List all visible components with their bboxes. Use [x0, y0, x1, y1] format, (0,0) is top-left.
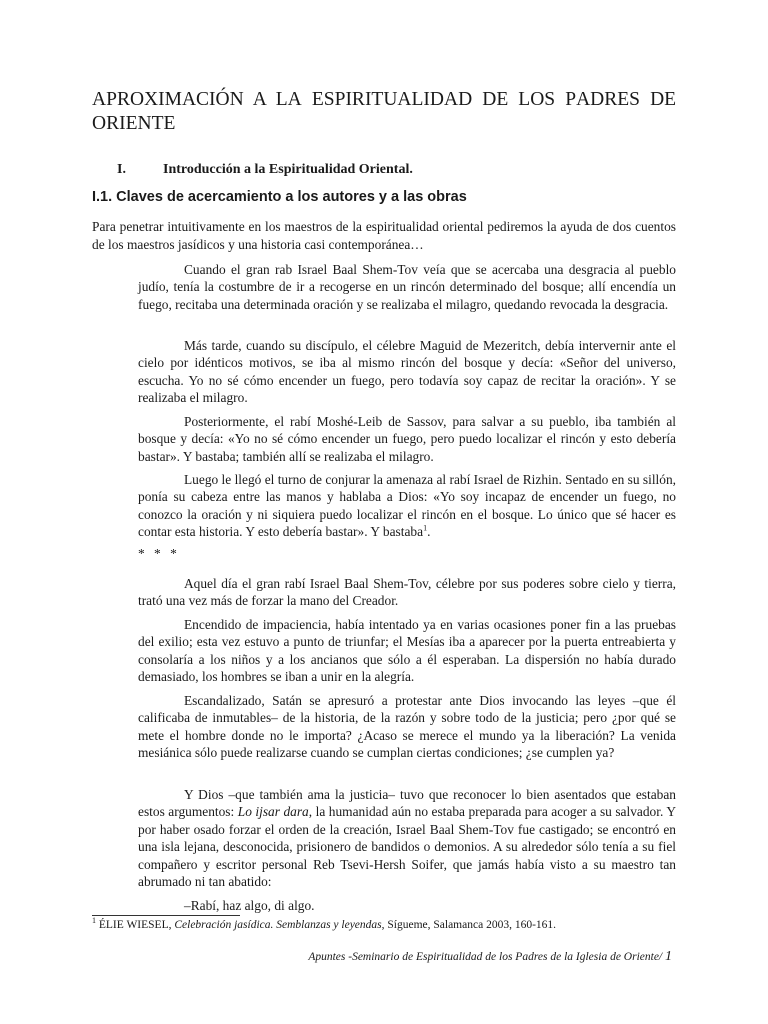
quote-paragraph-9: –Rabí, haz algo, di algo.	[184, 898, 315, 913]
page-footer: Apuntes -Seminario de Espiritualidad de los Padres de la Iglesia de Oriente/ 1	[308, 949, 672, 964]
quote-paragraph-8: Y Dios –que también ama la justicia– tuvo que reconocer lo bien asentados que estaban estos argumentos: Lo ijsar dara, la humanidad aún no estaba preparada para acoger a su salvador. Y por haber osado forzar el orden de la creación, Israel Baal Shem-Tov fue castigado; se encontró en una isla lejana, desconocida, prisionero de bandidos o demonios. A su alrededor sólo tenía a su fiel compañero y escritor personal Reb Tsevi-Hersh Soifer, que jamás había visto a su maestro tan abrumado ni tan abatido:	[138, 787, 676, 890]
footnote: $^1$ ÉLIE WIESEL, Celebración jasídica. Semblanzas y leyendas, Sígueme, Salamanca 2003, 160-161.	[92, 916, 557, 931]
page-title: APROXIMACIÓN A LA ESPIRITUALIDAD DE LOS PADRES DE	[92, 89, 677, 110]
section-number: I.	[117, 162, 126, 177]
section-separator: * * *	[138, 546, 180, 561]
section-title: Introducción a la Espiritualidad Oriental.	[163, 162, 413, 177]
page-number: 1	[665, 949, 672, 964]
footnote-reference[interactable]: 1	[423, 523, 428, 533]
page-title-line2: ORIENTE	[92, 113, 176, 134]
quote-paragraph-3: Posteriormente, el rabí Moshé-Leib de Sassov, para salvar a su pueblo, iba también al bosque y decía: «Yo no sé cómo encender un fuego, pero puedo localizar el rincón y esto debería bastar». Y bastaba; también allí se realizaba el milagro.	[138, 414, 676, 464]
quote-paragraph-7: Escandalizado, Satán se apresuró a protestar ante Dios invocando las leyes –que él calificaba de inmutables– de la historia, de la razón y sobre todo de la justicia; pero ¿por qué se mete el hombre donde no le importa? ¿Acaso se merece el mundo ya la liberación? La venida mesiánica sólo puede realizarse cuando se cumplan ciertas condiciones; ¿se cumplen ya?	[138, 693, 676, 761]
section-heading	[117, 162, 413, 178]
quote-paragraph-2: Más tarde, cuando su discípulo, el célebre Maguid de Mezeritch, debía intervernir ante el cielo por idénticos motivos, se iba al mismo rincón del bosque y decía: «Señor del universo, escucha. Yo no sé cómo encender un fuego, pero todavía soy capaz de recitar la oración». Y se realizaba el milagro.	[138, 338, 676, 406]
quote-paragraph-6: Encendido de impaciencia, había intentado ya en varias ocasiones poner fin a las pruebas del exilio; esta vez estuvo a punto de triunfar; el Mesías iba a aparecer por la puerta entreabierta y consolaría a los niños y a los ancianos que sólo a él esperaban. La dispersión no había durado demasiado, los hombres se iban a unir en la alegría.	[138, 617, 676, 685]
footnote-divider	[92, 915, 240, 916]
quote-paragraph-4: Luego le llegó el turno de conjurar la amenaza al rabí Israel de Rizhin. Sentado en su sillón, ponía su cabeza entre las manos y hablaba a Dios: «Yo soy incapaz de encender un fuego, no conozco la oración y ni siquiera puedo localizar el rincón en el bosque. Lo único que sé hacer es contar esta historia. Y esto debería bastar». Y bastaba$^1$.	[138, 472, 676, 540]
quote-paragraph-1: Cuando el gran rab Israel Baal Shem-Tov veía que se acercaba una desgracia al pueblo judío, tenía la costumbre de ir a recogerse en un rincón determinado del bosque; allí encendía un fuego, recitaba una determinada oración y se realizaba el milagro, quedando revocada la desgracia.	[138, 262, 676, 312]
intro-paragraph: Para penetrar intuitivamente en los maestros de la espiritualidad oriental pediremos la ayuda de dos cuentos de los maestros jasídicos y una historia casi contemporánea…	[92, 219, 676, 252]
subsection-heading: I.1. Claves de acercamiento a los autores y a las obras	[92, 189, 467, 205]
quote-paragraph-5: Aquel día el gran rabí Israel Baal Shem-Tov, célebre por sus poderes sobre cielo y tierra, trató una vez más de forzar la mano del Creador.	[138, 576, 676, 609]
